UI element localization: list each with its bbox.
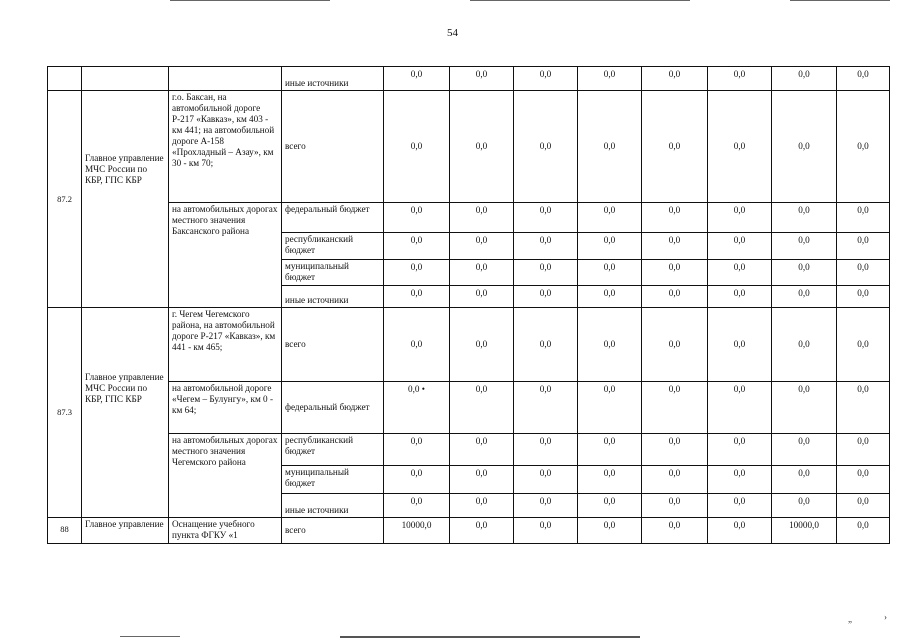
value-cell: 0,0 <box>578 308 642 382</box>
value-cell: 0,0 <box>642 233 708 260</box>
value-cell: 0,0 <box>708 233 772 260</box>
value-cell: 0,0 <box>837 466 890 494</box>
value-cell: 0,0 <box>384 494 450 518</box>
value-cell: 0,0 <box>837 494 890 518</box>
source-label: всего <box>282 308 384 382</box>
value-cell: 0,0 <box>772 67 837 91</box>
value-cell: 10000,0 <box>772 518 837 544</box>
value-cell: 0,0 <box>837 260 890 286</box>
source-label: всего <box>282 518 384 544</box>
value-cell: 0,0 <box>450 203 514 233</box>
value-cell: 0,0 <box>642 518 708 544</box>
budget-table <box>47 66 890 544</box>
location-87-3-c: на автомобильных дорогах местного значения Чегемского района <box>169 434 282 518</box>
value-cell: 0,0 <box>642 494 708 518</box>
value-cell: 0,0 <box>642 466 708 494</box>
value-cell: 0,0 <box>450 518 514 544</box>
value-cell: 0,0 <box>450 260 514 286</box>
value-cell: 0,0 <box>772 466 837 494</box>
value-cell: 0,0 <box>642 434 708 466</box>
value-cell: 0,0 <box>772 382 837 434</box>
scan-mark: „ <box>848 614 852 624</box>
value-cell: 0,0 <box>514 466 578 494</box>
value-cell: 0,0 <box>578 91 642 203</box>
value-cell: 0,0 <box>708 91 772 203</box>
value-cell: 0,0 <box>384 308 450 382</box>
value-cell: 0,0 <box>384 67 450 91</box>
table-row-87-2-federal <box>48 203 890 233</box>
value-cell: 0,0 <box>578 518 642 544</box>
value-cell: 0,0 <box>578 286 642 308</box>
location-87-3-a: г. Чегем Чегемского района, на автомобильной дороге Р-217 «Кавказ», км 441 - км 465; <box>169 308 282 382</box>
value-cell: 10000,0 <box>384 518 450 544</box>
location-87-2-a: г.о. Баксан, на автомобильной дороге Р-217 «Кавказ», км 403 - км 441; на автомобильной дороге А-158 «Прохладный – Азау», км 30 - км 70; <box>169 91 282 203</box>
location-88: Оснащение учебного пункта ФГКУ «1 <box>169 518 282 544</box>
table-row-87-3-total <box>48 308 890 382</box>
value-cell: 0,0 <box>514 91 578 203</box>
source-label: республиканский бюджет <box>282 233 384 260</box>
value-cell: 0,0 <box>578 466 642 494</box>
value-cell: 0,0 <box>837 382 890 434</box>
value-cell: 0,0 <box>708 67 772 91</box>
value-cell: 0,0 <box>708 260 772 286</box>
value-cell: 0,0 <box>450 233 514 260</box>
value-cell: 0,0 <box>578 203 642 233</box>
location-cell-empty <box>169 67 282 91</box>
value-cell: 0,0 <box>384 260 450 286</box>
scan-artifact-top-mid <box>470 0 690 1</box>
value-cell: 0,0 <box>708 466 772 494</box>
scan-artifact-bottom-mid <box>340 636 640 638</box>
value-cell: 0,0 <box>837 67 890 91</box>
table-row-87-2-total <box>48 91 890 203</box>
value-cell: 0,0 <box>772 494 837 518</box>
value-cell: 0,0 <box>450 91 514 203</box>
value-cell: 0,0 <box>384 203 450 233</box>
source-label: федеральный бюджет <box>282 382 384 434</box>
table-row-continuation <box>48 67 890 91</box>
source-label: федеральный бюджет <box>282 203 384 233</box>
source-label: муниципальный бюджет <box>282 466 384 494</box>
executor-87-2: Главное управление МЧС России по КБР, ГПС КБР <box>82 91 169 308</box>
value-cell: 0,0 <box>708 518 772 544</box>
scan-artifact-top-left <box>170 0 330 1</box>
value-cell: 0,0 <box>450 466 514 494</box>
scan-mark: › <box>884 612 887 622</box>
value-cell: 0,0 <box>578 233 642 260</box>
source-label: иные источники <box>282 67 384 91</box>
value-cell: 0,0 <box>837 91 890 203</box>
value-cell: 0,0 <box>384 286 450 308</box>
value-cell: 0,0 <box>642 67 708 91</box>
value-cell: 0,0 <box>450 382 514 434</box>
source-label: иные источники <box>282 286 384 308</box>
value-cell: 0,0 <box>708 286 772 308</box>
value-cell: 0,0 <box>772 203 837 233</box>
value-cell: 0,0 <box>384 233 450 260</box>
value-cell: 0,0 <box>708 434 772 466</box>
value-cell: 0,0 • <box>384 382 450 434</box>
value-cell: 0,0 <box>514 308 578 382</box>
row-number-87-3: 87.3 <box>48 308 82 518</box>
value-cell: 0,0 <box>450 434 514 466</box>
location-87-3-b: на автомобильной дороге «Чегем – Булунгу», км 0 - км 64; <box>169 382 282 434</box>
value-cell: 0,0 <box>837 518 890 544</box>
value-cell: 0,0 <box>708 494 772 518</box>
value-cell: 0,0 <box>384 434 450 466</box>
value-cell: 0,0 <box>772 286 837 308</box>
value-cell: 0,0 <box>772 260 837 286</box>
value-cell: 0,0 <box>837 434 890 466</box>
table-row-88-total <box>48 518 890 544</box>
executor-87-3: Главное управление МЧС России по КБР, ГПС КБР <box>82 308 169 518</box>
value-cell: 0,0 <box>578 382 642 434</box>
table-row-87-3-republic <box>48 434 890 466</box>
value-cell: 0,0 <box>772 308 837 382</box>
value-cell: 0,0 <box>642 203 708 233</box>
source-label: муниципальный бюджет <box>282 260 384 286</box>
value-cell: 0,0 <box>450 308 514 382</box>
value-cell: 0,0 <box>708 308 772 382</box>
value-cell: 0,0 <box>642 286 708 308</box>
value-cell: 0,0 <box>514 286 578 308</box>
value-cell: 0,0 <box>772 91 837 203</box>
row-number-87-2: 87.2 <box>48 91 82 308</box>
executor-88: Главное управление <box>82 518 169 544</box>
value-cell: 0,0 <box>450 67 514 91</box>
value-cell: 0,0 <box>384 466 450 494</box>
scan-artifact-bottom-left <box>120 636 180 637</box>
value-cell: 0,0 <box>708 203 772 233</box>
value-cell: 0,0 <box>578 260 642 286</box>
source-label: иные источники <box>282 494 384 518</box>
value-cell: 0,0 <box>772 434 837 466</box>
value-cell: 0,0 <box>450 286 514 308</box>
value-cell: 0,0 <box>450 494 514 518</box>
value-cell: 0,0 <box>514 434 578 466</box>
value-cell: 0,0 <box>578 494 642 518</box>
value-cell: 0,0 <box>642 260 708 286</box>
value-cell: 0,0 <box>642 308 708 382</box>
value-cell: 0,0 <box>514 67 578 91</box>
value-cell: 0,0 <box>837 286 890 308</box>
scan-artifact-top-right <box>790 0 890 1</box>
table-row-87-3-federal <box>48 382 890 434</box>
executor-cell-empty <box>82 67 169 91</box>
value-cell: 0,0 <box>514 518 578 544</box>
source-label: республиканский бюджет <box>282 434 384 466</box>
location-87-2-b: на автомобильных дорогах местного значения Баксанского района <box>169 203 282 308</box>
value-cell: 0,0 <box>642 91 708 203</box>
value-cell: 0,0 <box>708 382 772 434</box>
value-cell: 0,0 <box>837 203 890 233</box>
value-cell: 0,0 <box>837 308 890 382</box>
value-cell: 0,0 <box>514 203 578 233</box>
row-number-88: 88 <box>48 518 82 544</box>
value-cell: 0,0 <box>837 233 890 260</box>
value-cell: 0,0 <box>514 382 578 434</box>
value-cell: 0,0 <box>578 434 642 466</box>
page-number: 54 <box>447 27 458 39</box>
value-cell: 0,0 <box>578 67 642 91</box>
value-cell: 0,0 <box>642 382 708 434</box>
value-cell: 0,0 <box>514 260 578 286</box>
value-cell: 0,0 <box>514 233 578 260</box>
source-label: всего <box>282 91 384 203</box>
value-cell: 0,0 <box>772 233 837 260</box>
value-cell: 0,0 <box>514 494 578 518</box>
value-cell: 0,0 <box>384 91 450 203</box>
rownum-cell-empty <box>48 67 82 91</box>
